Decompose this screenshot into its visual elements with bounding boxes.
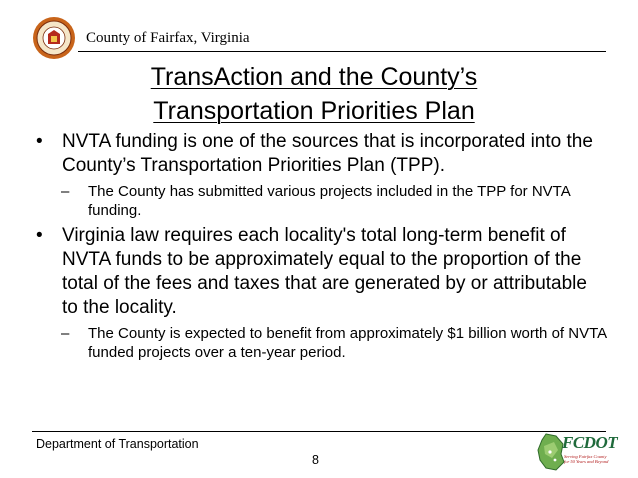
fcdot-logo-icon [536, 432, 618, 472]
fcdot-logo-text: FCDOT [562, 433, 618, 452]
bullet-2-sub-1-text: The County is expected to benefit from approximately $1 billion worth of NVTA funded projects over a ten-year period. [88, 325, 607, 361]
slide-body [36, 130, 608, 362]
bullet-1-sub-1 [36, 182, 608, 220]
bullet-1-text: NVTA funding is one of the sources that is incorporated into the County’s Transportation Priorities Plan (TPP). [62, 131, 593, 176]
bullet-1 [36, 130, 608, 178]
bullet-marker: • [36, 225, 43, 246]
sub-bullet-marker: – [61, 183, 70, 200]
bullet-2-sub-1 [36, 324, 608, 362]
bullet-2-text: Virginia law requires each locality's total long-term benefit of NVTA funds to be approximately equal to the proportion of the total of the fees and taxes that are generated by or attributable to the locality. [62, 225, 587, 318]
fcdot-logo-tagline: Serving Fairfax County for 50 Years and Beyond [564, 454, 609, 464]
bullet-2 [36, 224, 608, 320]
sub-bullet-marker: – [61, 325, 70, 342]
page-number: 8 [312, 453, 319, 467]
header-divider [78, 51, 606, 52]
county-name: County of Fairfax, Virginia [86, 30, 250, 46]
bullet-marker: • [36, 131, 43, 152]
slide-title: TransAction and the County’s Transportation Priorities Plan [150, 63, 478, 125]
bullet-1-sub-1-text: The County has submitted various projects included in the TPP for NVTA funding. [88, 183, 570, 219]
footer-divider [32, 431, 606, 432]
department-name: Department of Transportation [36, 437, 199, 451]
county-seal-icon [32, 16, 76, 60]
